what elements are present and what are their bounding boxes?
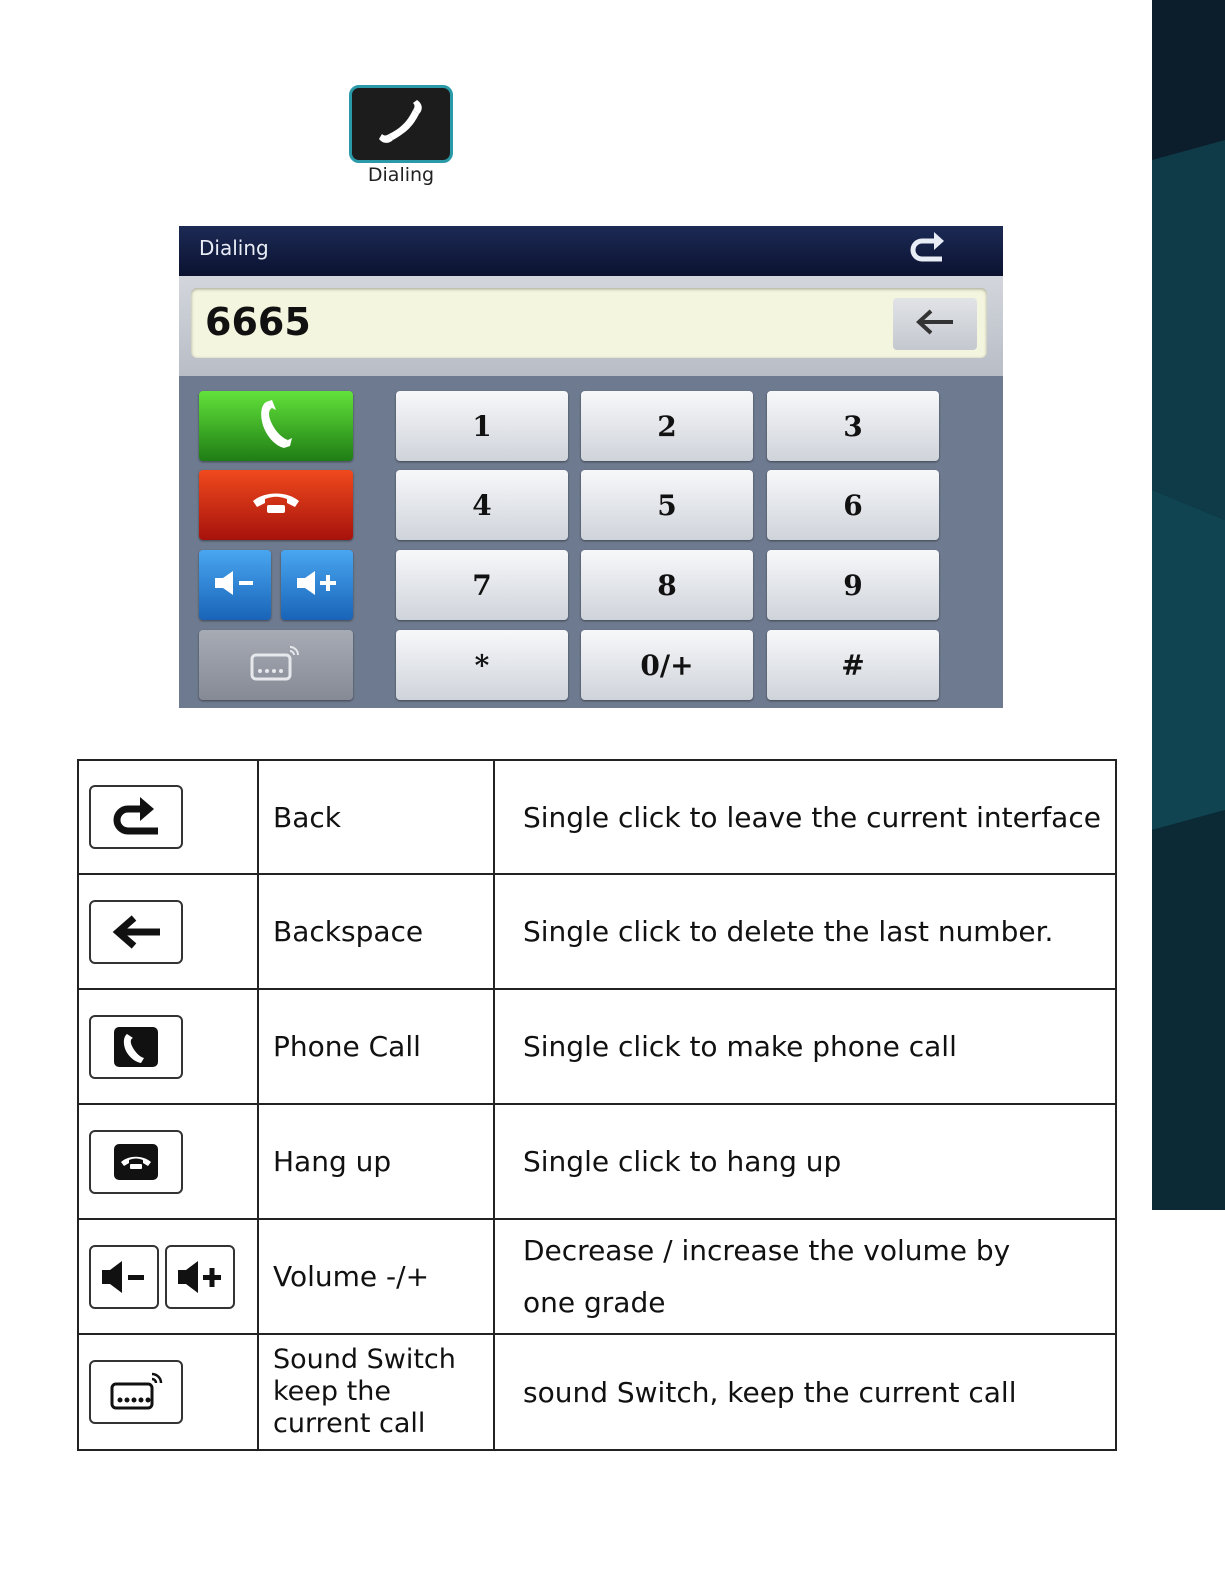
dialing-app-icon[interactable]: [349, 85, 453, 163]
legend-row-hang-up: [78, 1104, 1116, 1219]
backspace-arrow-icon: [89, 900, 183, 964]
key-star[interactable]: *: [396, 630, 568, 700]
key-6[interactable]: 6: [767, 470, 939, 540]
legend-name-line-3: current call: [273, 1408, 426, 1439]
volume-up-button[interactable]: [281, 550, 353, 620]
legend-description: Single click to make phone call: [494, 989, 1116, 1104]
legend-name: Phone Call: [258, 989, 494, 1104]
key-2[interactable]: 2: [581, 391, 753, 461]
key-8[interactable]: 8: [581, 550, 753, 620]
dialer-screen: [179, 226, 1003, 708]
legend-name: Volume -/+: [258, 1219, 494, 1334]
dialed-number: 6665: [205, 300, 311, 344]
legend-description: Single click to leave the current interface: [494, 760, 1116, 874]
backspace-arrow-icon: [913, 307, 957, 341]
hang-up-button[interactable]: [199, 470, 353, 540]
key-1[interactable]: 1: [396, 391, 568, 461]
legend-row-phone-call: [78, 989, 1116, 1104]
key-9[interactable]: 9: [767, 550, 939, 620]
key-5[interactable]: 5: [581, 470, 753, 540]
legend-description: [494, 1219, 1116, 1334]
dialing-app-label: Dialing: [367, 164, 435, 186]
dialed-number-field[interactable]: [191, 288, 987, 358]
key-4[interactable]: 4: [396, 470, 568, 540]
legend-row-back: [78, 760, 1116, 874]
volume-plus-icon: [295, 569, 339, 601]
sound-switch-button[interactable]: [199, 630, 353, 700]
volume-minus-icon: [213, 569, 257, 601]
legend-description: Single click to hang up: [494, 1104, 1116, 1219]
volume-minus-plus-icon: [89, 1245, 257, 1309]
legend-description: Single click to delete the last number.: [494, 874, 1116, 989]
back-icon: [908, 229, 948, 273]
legend-description-line-1: Decrease / increase the volume by: [523, 1233, 1011, 1267]
legend-description-line-2: one grade: [523, 1285, 666, 1319]
sound-switch-icon: [89, 1360, 183, 1424]
phone-call-icon: [89, 1015, 183, 1079]
hang-up-icon: [249, 489, 303, 521]
key-7[interactable]: 7: [396, 550, 568, 620]
legend-row-backspace: [78, 874, 1116, 989]
number-display-area: [179, 276, 1003, 376]
phone-call-icon: [256, 398, 296, 454]
hang-up-icon: [89, 1130, 183, 1194]
legend-name: Back: [258, 760, 494, 874]
dialer-title: Dialing: [199, 236, 269, 260]
volume-down-button[interactable]: [199, 550, 271, 620]
key-hash[interactable]: #: [767, 630, 939, 700]
legend-row-volume: [78, 1219, 1116, 1334]
decorative-side-band: [1152, 0, 1225, 1210]
legend-name-line-1: Sound Switch: [273, 1344, 456, 1375]
key-3[interactable]: 3: [767, 391, 939, 461]
legend-name: Backspace: [258, 874, 494, 989]
back-button[interactable]: [905, 228, 951, 274]
call-button[interactable]: [199, 391, 353, 461]
phone-handset-icon: [371, 92, 431, 156]
sound-switch-icon: [248, 643, 304, 687]
legend-name: Hang up: [258, 1104, 494, 1219]
legend-name-line-2: keep the: [273, 1376, 391, 1407]
volume-plus-icon: [165, 1245, 235, 1309]
volume-minus-icon: [89, 1245, 159, 1309]
legend-row-sound-switch: [78, 1334, 1116, 1450]
legend-name: [258, 1334, 494, 1450]
key-zero-plus[interactable]: 0/+: [581, 630, 753, 700]
back-icon: [89, 785, 183, 849]
legend-description: sound Switch, keep the current call: [494, 1334, 1116, 1450]
dialer-title-bar: [179, 226, 1003, 276]
button-legend-table: [77, 759, 1117, 1451]
backspace-button[interactable]: [893, 298, 977, 350]
